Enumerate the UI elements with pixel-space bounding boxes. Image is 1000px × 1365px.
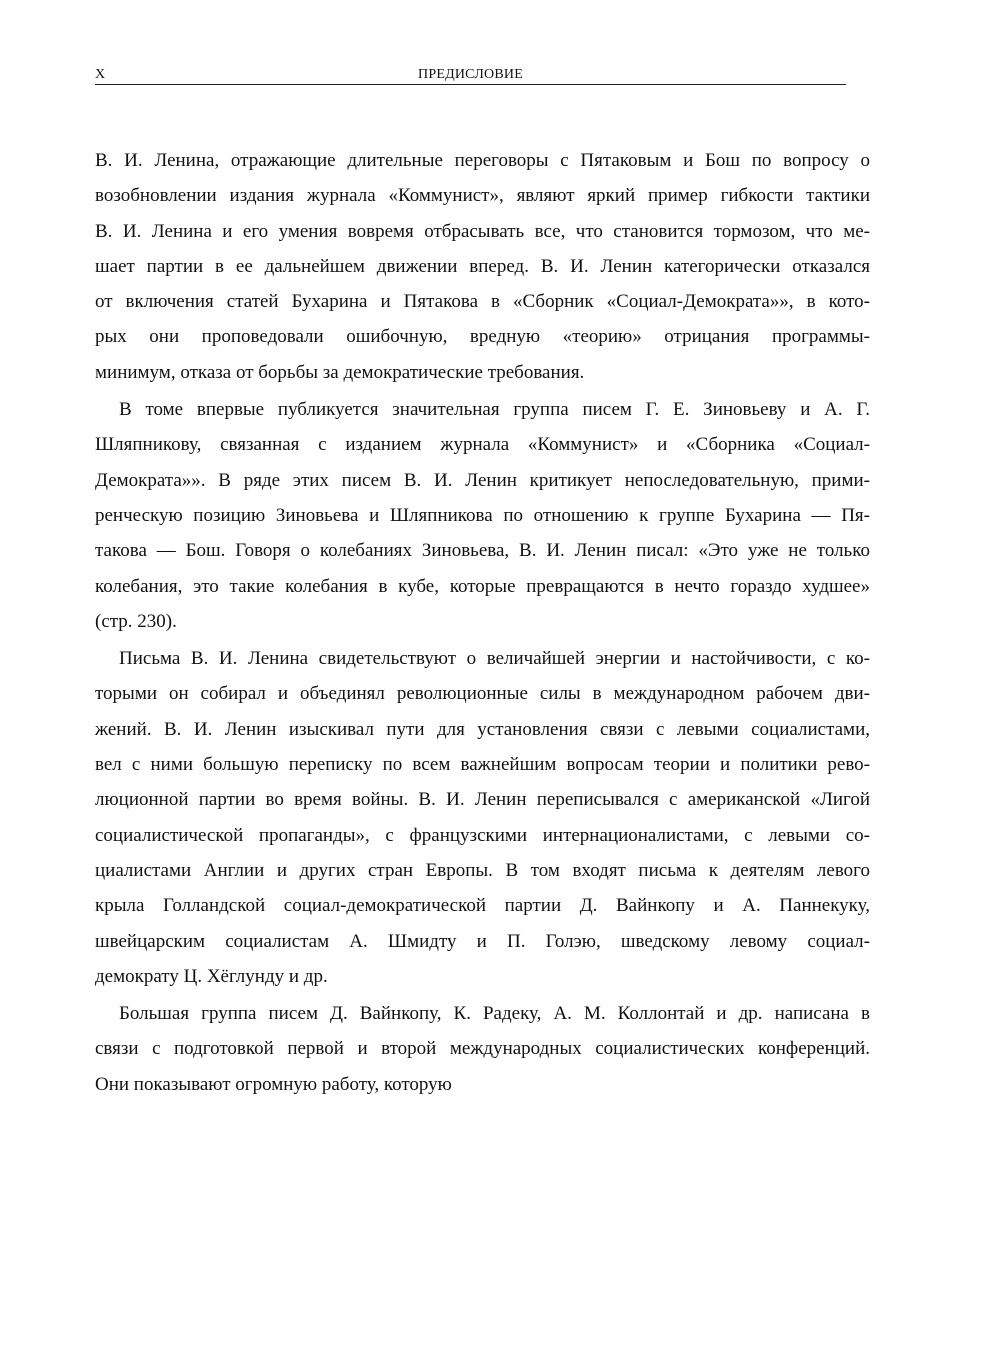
text-line: Шляпникову, связанная с изданием журнала «Коммунист» и «Сборника «Социал- (95, 434, 870, 456)
text-line: Они показывают огромную работу, которую (95, 1073, 452, 1095)
text-line: В. И. Ленина и его умения вовремя отбрасывать все, что становится тормозом, что ме- (95, 220, 870, 242)
text-line: связи с подготовкой первой и второй международных социалистических конференций. (95, 1038, 870, 1060)
text-line: жений. В. И. Ленин изыскивал пути для установления связи с левыми социалистами, (95, 718, 870, 740)
paragraph-4 (95, 996, 870, 1102)
paragraph-1 (95, 143, 870, 390)
text-line: социалистической пропаганды», с французскими интернационалистами, с левыми со- (95, 824, 870, 846)
text-line: В томе впервые публикуется значительная группа писем Г. Е. Зиновьеву и А. Г. (119, 399, 870, 421)
text-line: В. И. Ленина, отражающие длительные переговоры с Пятаковым и Бош по вопросу о (95, 150, 870, 171)
paragraph-2 (95, 392, 870, 639)
text-line: рых они проповедовали ошибочную, вредную «теорию» отрицания программы- (95, 326, 870, 348)
text-line: Письма В. И. Ленина свидетельствуют о величайшей энергии и настойчивости, с ко- (119, 648, 870, 670)
text-line: торыми он собирал и объединял революционные силы в международном рабочем дви- (95, 683, 870, 705)
paragraph-3 (95, 641, 870, 994)
text-line: ренческую позицию Зиновьева и Шляпникова по отношению к группе Бухарина — Пя- (95, 504, 870, 526)
text-line: крыла Голландской социал-демократической партии Д. Вайнкопу и А. Паннекуку, (95, 895, 870, 917)
text-line: швейцарским социалистам А. Шмидту и П. Голэю, шведскому левому социал- (95, 930, 870, 952)
text-line: (стр. 230). (95, 610, 177, 632)
text-line: Демократа»». В ряде этих писем В. И. Ленин критикует непоследовательную, прими- (95, 469, 870, 491)
text-line: люционной партии во время войны. В. И. Ленин переписывался с американской «Лигой (95, 789, 870, 811)
text-line: циалистами Англии и других стран Европы. В том входят письма к деятелям левого (95, 859, 870, 881)
page-number: X (95, 67, 106, 82)
text-line: вел с ними большую переписку по всем важнейшим вопросам теории и политики рево- (95, 754, 870, 776)
text-line: колебания, это такие колебания в кубе, которые превращаются в нечто гораздо худшее» (95, 575, 870, 597)
text-line: от включения статей Бухарина и Пятакова в «Сборник «Социал-Демократа»», в кото- (95, 291, 870, 313)
text-line: Большая группа писем Д. Вайнкопу, К. Радеку, А. М. Коллонтай и др. написана в (119, 1003, 870, 1025)
running-title: ПРЕДИСЛОВИЕ (418, 67, 523, 82)
text-line: такова — Бош. Говоря о колебаниях Зиновьева, В. И. Ленин писал: «Это уже не только (95, 540, 870, 562)
running-header (95, 66, 846, 85)
text-line: шает партии в ее дальнейшем движении вперед. В. И. Ленин категорически отказался (95, 255, 870, 277)
text-line: демократу Ц. Хёглунду и др. (95, 965, 328, 987)
body-text (95, 143, 870, 1102)
text-line: минимум, отказа от борьбы за демократические требования. (95, 361, 585, 383)
text-line: возобновлении издания журнала «Коммунист», являют яркий пример гибкости тактики (95, 185, 870, 207)
